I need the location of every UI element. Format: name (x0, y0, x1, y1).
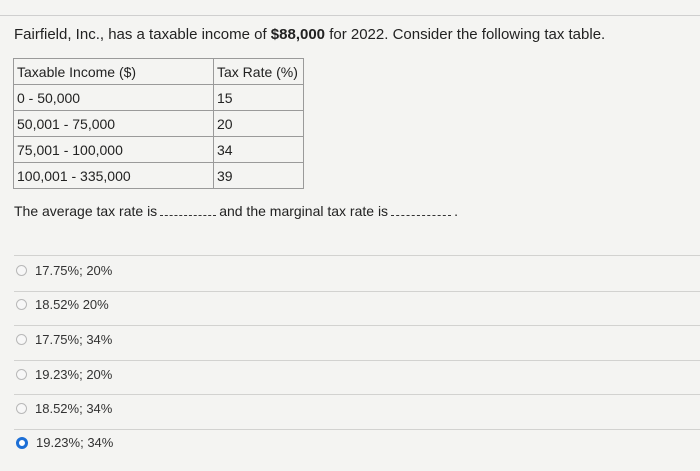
radio-button-icon[interactable] (16, 299, 27, 310)
choice-label: 17.75%; 34% (35, 332, 113, 347)
income-bracket-cell: 50,001 - 75,000 (14, 111, 214, 137)
radio-button-icon[interactable] (16, 437, 28, 449)
question-suffix: for 2022. Consider the following tax table. (325, 26, 606, 43)
radio-button-icon[interactable] (16, 369, 27, 380)
choice-divider (14, 325, 700, 326)
choice-label: 18.52%; 34% (35, 401, 113, 416)
header-tax-rate: Tax Rate (%) (214, 59, 304, 85)
answer-choice-6[interactable] (16, 435, 113, 450)
choice-label: 19.23%; 34% (36, 435, 114, 450)
radio-button-icon[interactable] (16, 265, 27, 276)
choice-divider (14, 360, 700, 361)
statement-part1: The average tax rate is (14, 203, 158, 219)
income-bracket-cell: 0 - 50,000 (14, 85, 214, 111)
tax-rate-cell: 34 (214, 137, 304, 163)
choice-divider (14, 394, 700, 395)
top-divider (0, 15, 700, 16)
answer-choice-2[interactable] (16, 297, 109, 312)
statement-part2: and the marginal tax rate is (219, 203, 389, 219)
tax-rate-cell: 20 (214, 111, 304, 137)
income-bracket-cell: 100,001 - 335,000 (14, 163, 214, 189)
table-row (14, 163, 304, 189)
income-bracket-cell: 75,001 - 100,000 (14, 137, 214, 163)
question-prefix: Fairfield, Inc., has a taxable income of (14, 26, 271, 43)
tax-table (13, 58, 304, 189)
choice-divider (14, 255, 700, 256)
fill-in-statement (14, 203, 458, 219)
table-row (14, 111, 304, 137)
choice-divider (14, 429, 700, 430)
answer-choice-3[interactable] (16, 332, 112, 347)
answer-choice-1[interactable] (16, 263, 112, 278)
choice-label: 18.52% 20% (35, 297, 109, 312)
choice-label: 19.23%; 20% (35, 367, 113, 382)
header-taxable-income: Taxable Income ($) (14, 59, 214, 85)
table-row (14, 137, 304, 163)
tax-rate-cell: 15 (214, 85, 304, 111)
average-rate-blank (160, 205, 216, 216)
statement-end: . (454, 203, 458, 219)
choice-label: 17.75%; 20% (35, 263, 113, 278)
radio-button-icon[interactable] (16, 403, 27, 414)
question-text (14, 26, 605, 43)
marginal-rate-blank (391, 205, 451, 216)
tax-table-header-row (14, 59, 304, 85)
radio-button-icon[interactable] (16, 334, 27, 345)
answer-choice-4[interactable] (16, 367, 112, 382)
choice-divider (14, 291, 700, 292)
tax-rate-cell: 39 (214, 163, 304, 189)
table-row (14, 85, 304, 111)
answer-choice-5[interactable] (16, 401, 112, 416)
taxable-income-amount: $88,000 (270, 26, 326, 43)
